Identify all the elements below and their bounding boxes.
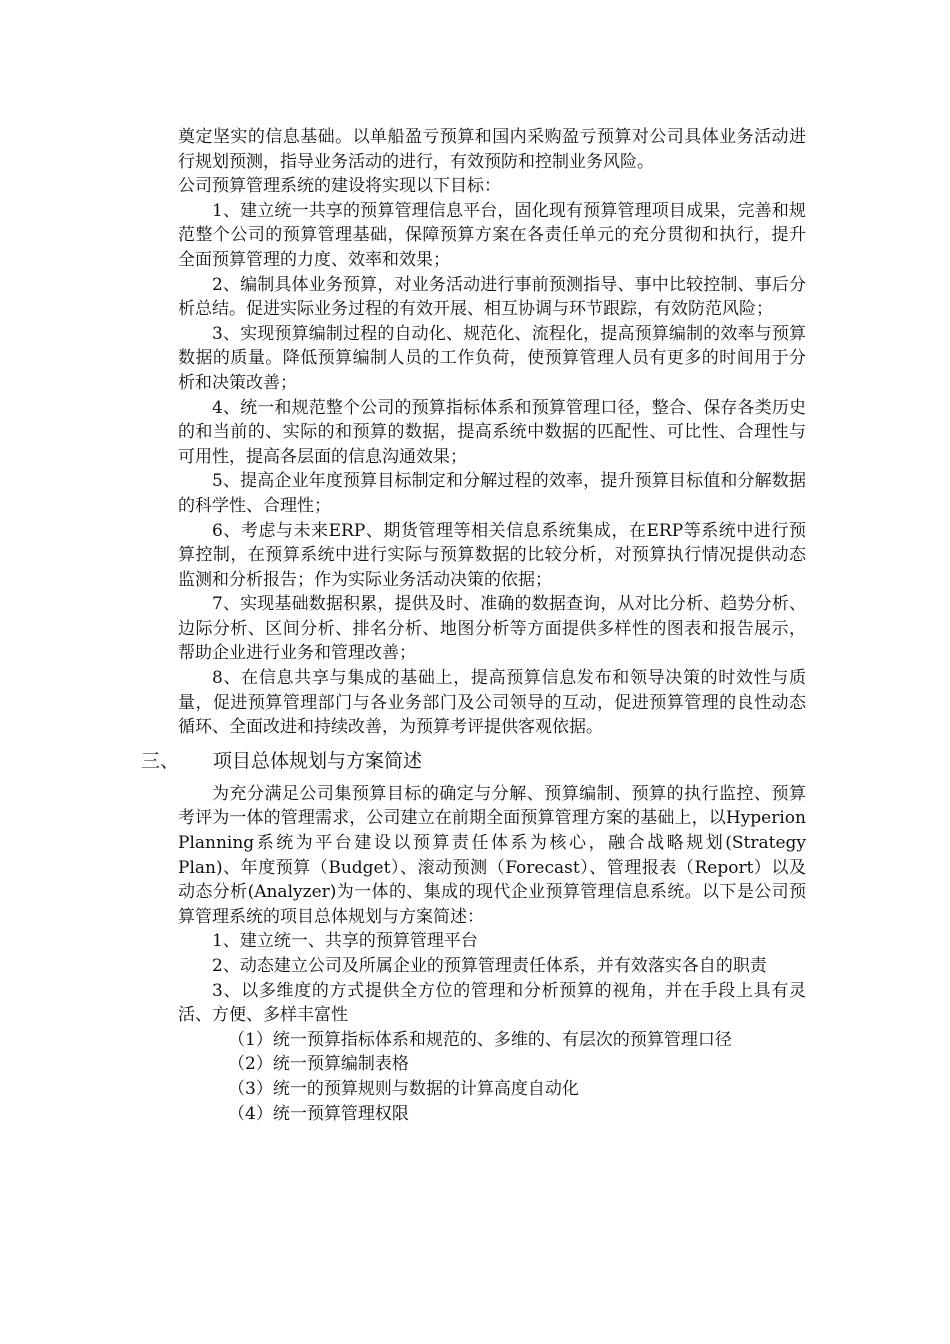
plan-item-3: 3、以多维度的方式提供全方位的管理和分析预算的视角，并在手段上具有灵活、方便、多样丰富性 xyxy=(178,980,806,1026)
sub-item-1: （1）统一预算指标体系和规范的、多维的、有层次的预算管理口径 xyxy=(228,1029,732,1050)
section-heading xyxy=(141,746,806,776)
sub-item-4: （4）统一预算管理权限 xyxy=(228,1103,409,1124)
goal-item-2: 2、编制具体业务预算，对业务活动进行事前预测指导、事中比较控制、事后分析总结。促进实际业务过程的有效开展、相互协调与环节跟踪，有效防范风险； xyxy=(178,274,806,320)
goal-item-8: 8、在信息共享与集成的基础上，提高预算信息发布和领导决策的时效性与质量，促进预算管理部门与各业务部门及公司领导的互动，促进预算管理的良性动态循环、全面改进和持续改善，为预算考评提供客观依据。 xyxy=(178,668,806,738)
intro-goals-lead: 公司预算管理系统的建设将实现以下目标： xyxy=(178,176,501,197)
plan-item-1: 1、建立统一、共享的预算管理平台 xyxy=(212,931,478,952)
document-body xyxy=(141,125,806,1126)
goal-item-5: 5、提高企业年度预算目标制定和分解过程的效率，提升预算目标值和分解数据的科学性、合理性； xyxy=(178,471,806,516)
section-title: 项目总体规划与方案简述 xyxy=(213,749,423,772)
goal-item-6: 6、考虑与未来ERP、期货管理等相关信息系统集成，在ERP等系统中进行预算控制，在预算系统中进行实际与预算数据的比较分析，对预算执行情况提供动态监测和分析报告；作为实际业务活动决策的依据； xyxy=(178,520,806,590)
intro-paragraph: 奠定坚实的信息基础。以单船盈亏预算和国内采购盈亏预算对公司具体业务活动进行规划预测，指导业务活动的进行，有效预防和控制业务风险。 xyxy=(178,127,806,172)
sub-item-2: （2）统一预算编制表格 xyxy=(228,1054,409,1075)
goal-item-7: 7、实现基础数据积累，提供及时、准确的数据查询，从对比分析、趋势分析、边际分析、区间分析、排名分析、地图分析等方面提供多样性的图表和报告展示，帮助企业进行业务和管理改善； xyxy=(178,594,806,664)
goal-item-1: 1、建立统一共享的预算管理信息平台，固化现有预算管理项目成果，完善和规范整个公司的预算管理基础，保障预算方案在各责任单元的充分贯彻和执行，提升全面预算管理的力度、效率和效果； xyxy=(178,200,806,270)
sub-item-3: （3）统一的预算规则与数据的计算高度自动化 xyxy=(228,1078,579,1099)
goal-item-4: 4、统一和规范整个公司的预算指标体系和预算管理口径，整合、保存各类历史的和当前的、实际的和预算的数据，提高系统中数据的匹配性、可比性、合理性与可用性，提高各层面的信息沟通效果； xyxy=(178,397,806,467)
overview-paragraph: 为充分满足公司集预算目标的确定与分解、预算编制、预算的执行监控、预算考评为一体的管理需求，公司建立在前期全面预算管理方案的基础上，以Hyperion Planning系统为平台建设以预算责任体系为核心，融合战略规划(Strategy Plan)、年度预算（Budget）、滚动预测（Forecast）、管理报表（Report）以及动态分析(Analyzer)为一体的、集成的现代企业预算管理信息系统。以下是公司预算管理系统的项目总体规划与方案简述： xyxy=(178,783,806,927)
plan-item-2: 2、动态建立公司及所属企业的预算管理责任体系，并有效落实各自的职责 xyxy=(212,956,767,976)
section-number: 三、 xyxy=(141,749,180,772)
goal-item-3: 3、实现预算编制过程的自动化、规范化、流程化，提高预算编制的效率与预算数据的质量。降低预算编制人员的工作负荷，使预算管理人员有更多的时间用于分析和决策改善； xyxy=(178,323,806,393)
